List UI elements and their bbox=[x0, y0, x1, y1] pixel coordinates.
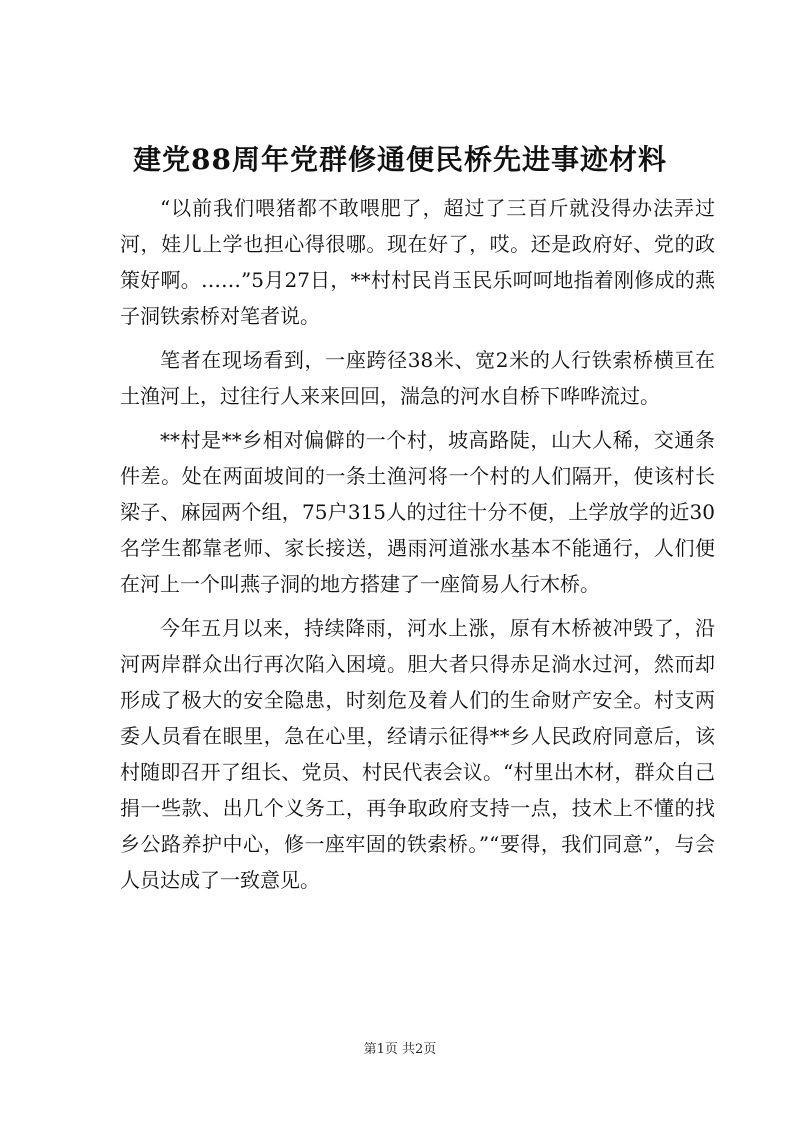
paragraph: **村是**乡相对偏僻的一个村，坡高路陡，山大人稀，交通条件差。处在两面坡间的一条土渔河将一个村的人们隔开，使该村长梁子、麻园两个组，75户315人的过往十分不便，上学放学的近30名学生都靠老师、家长接送，遇雨河道涨水基本不能通行，人们便在河上一个叫燕子洞的地方搭建了一座简易人行木桥。 bbox=[120, 428, 715, 596]
paragraph: 今年五月以来，持续降雨，河水上涨，原有木桥被冲毁了，沿河两岸群众出行再次陷入困境。胆大者只得赤足淌水过河，然而却形成了极大的安全隐患，时刻危及着人们的生命财产安全。村支两委人员看在眼里，急在心里，经请示征得**乡人民政府同意后，该村随即召开了组长、党员、村民代表会议。“村里出木材，群众自己捐一些款、出几个义务工，再争取政府支持一点，技术上不懂的找乡公路养护中心，修一座牢固的铁索桥。”“要得，我们同意”，与会人员达成了一致意见。 bbox=[120, 616, 715, 892]
document-body bbox=[120, 190, 715, 898]
page-footer: 第1页 共2页 bbox=[363, 1042, 437, 1057]
paragraph: “以前我们喂猪都不敢喂肥了，超过了三百斤就没得办法弄过河，娃儿上学也担心得很哪。现在好了，哎。还是政府好、党的政策好啊。……”5月27日，**村村民肖玉民乐呵呵地指着刚修成的燕子洞铁索桥对笔者说。 bbox=[120, 196, 715, 328]
paragraph: 笔者在现场看到，一座跨径38米、宽2米的人行铁索桥横亘在土渔河上，过往行人来来回回，湍急的河水自桥下哗哗流过。 bbox=[120, 348, 715, 408]
page-title: 建党88周年党群修通便民桥先进事迹材料 bbox=[133, 143, 667, 176]
